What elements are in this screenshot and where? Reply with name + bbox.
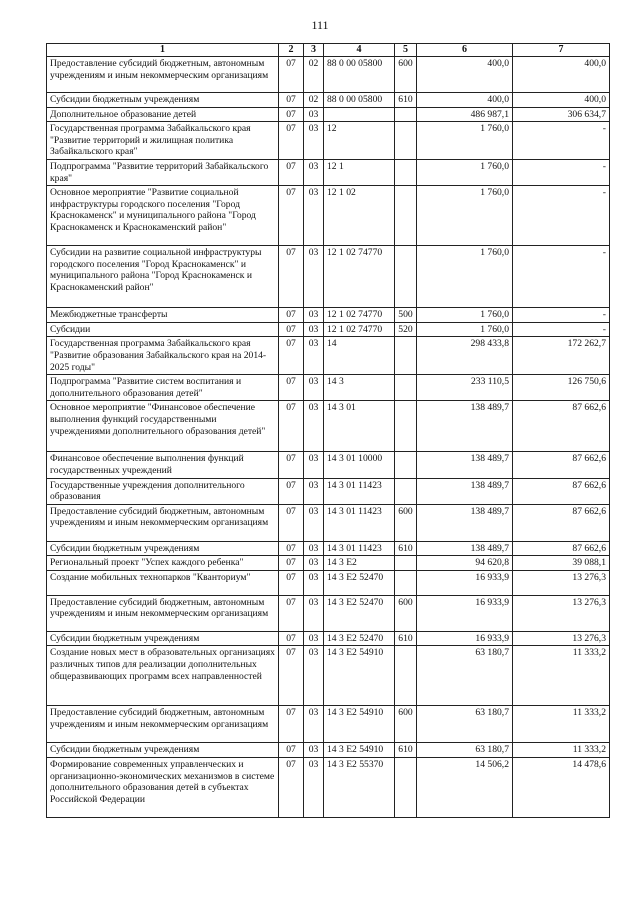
cell-amount-7: - — [513, 159, 610, 185]
cell-name: Основное мероприятие "Развитие социальной инфраструктуры городского поселения "Город Краснокаменск" и муниципального района "Город Краснокаменск и Краснокаменский район" — [47, 186, 279, 246]
cell-section: 07 — [279, 646, 304, 706]
table-row — [47, 556, 610, 571]
cell-target-article: 12 1 — [324, 159, 395, 185]
cell-section: 07 — [279, 570, 304, 595]
cell-amount-6: 298 433,8 — [417, 337, 513, 375]
cell-subsection: 03 — [304, 308, 324, 323]
cell-amount-6: 138 489,7 — [417, 401, 513, 452]
table-row — [47, 159, 610, 185]
cell-target-article: 12 1 02 — [324, 186, 395, 246]
header-cell-col3: 3 — [304, 44, 324, 57]
cell-subsection: 03 — [304, 246, 324, 308]
header-cell-col4: 4 — [324, 44, 395, 57]
cell-subsection: 02 — [304, 57, 324, 93]
cell-amount-7: - — [513, 308, 610, 323]
cell-name: Субсидии бюджетным учреждениям — [47, 93, 279, 108]
table-row — [47, 322, 610, 337]
table-row — [47, 246, 610, 308]
cell-section: 07 — [279, 595, 304, 631]
cell-target-article: 88 0 00 05800 — [324, 57, 395, 93]
cell-amount-7: 172 262,7 — [513, 337, 610, 375]
cell-amount-7: 87 662,6 — [513, 452, 610, 478]
cell-name: Субсидии бюджетным учреждениям — [47, 743, 279, 758]
cell-name: Межбюджетные трансферты — [47, 308, 279, 323]
cell-amount-6: 138 489,7 — [417, 504, 513, 541]
header-cell-col5: 5 — [395, 44, 417, 57]
table-row — [47, 401, 610, 452]
cell-section: 07 — [279, 452, 304, 478]
cell-expense-type — [395, 186, 417, 246]
cell-amount-7: 11 333,2 — [513, 743, 610, 758]
cell-expense-type: 610 — [395, 93, 417, 108]
cell-amount-6: 233 110,5 — [417, 375, 513, 401]
cell-section: 07 — [279, 308, 304, 323]
cell-subsection: 03 — [304, 478, 324, 504]
table-row — [47, 706, 610, 743]
cell-expense-type — [395, 375, 417, 401]
cell-amount-7: 13 276,3 — [513, 570, 610, 595]
cell-amount-7: 13 276,3 — [513, 595, 610, 631]
cell-amount-7: 11 333,2 — [513, 646, 610, 706]
header-cell-col6: 6 — [417, 44, 513, 57]
cell-target-article: 14 3 01 11423 — [324, 478, 395, 504]
cell-amount-7: 87 662,6 — [513, 478, 610, 504]
table-row — [47, 631, 610, 646]
cell-section: 07 — [279, 401, 304, 452]
cell-amount-6: 16 933,9 — [417, 631, 513, 646]
cell-amount-6: 16 933,9 — [417, 570, 513, 595]
cell-name: Предоставление субсидий бюджетным, автономным учреждениям и иным некоммерческим организациям — [47, 595, 279, 631]
table-row — [47, 93, 610, 108]
cell-subsection: 02 — [304, 93, 324, 108]
cell-name: Подпрограмма "Развитие территорий Забайкальского края" — [47, 159, 279, 185]
cell-subsection: 03 — [304, 337, 324, 375]
cell-amount-7: 14 478,6 — [513, 758, 610, 818]
cell-name: Субсидии на развитие социальной инфраструктуры городского поселения "Город Краснокаменск" и муниципального района "Город Краснокаменск и Краснокаменский район" — [47, 246, 279, 308]
cell-section: 07 — [279, 246, 304, 308]
cell-target-article: 14 3 01 10000 — [324, 452, 395, 478]
table-row — [47, 541, 610, 556]
cell-amount-6: 1 760,0 — [417, 322, 513, 337]
cell-section: 07 — [279, 556, 304, 571]
cell-subsection: 03 — [304, 122, 324, 160]
cell-target-article: 14 3 E2 — [324, 556, 395, 571]
cell-target-article: 14 3 E2 52470 — [324, 595, 395, 631]
cell-section: 07 — [279, 706, 304, 743]
cell-subsection: 03 — [304, 159, 324, 185]
cell-expense-type — [395, 556, 417, 571]
cell-amount-6: 63 180,7 — [417, 706, 513, 743]
cell-subsection: 03 — [304, 541, 324, 556]
cell-name: Предоставление субсидий бюджетным, автономным учреждениям и иным некоммерческим организациям — [47, 57, 279, 93]
cell-expense-type: 600 — [395, 595, 417, 631]
cell-amount-6: 1 760,0 — [417, 186, 513, 246]
cell-target-article: 14 3 01 11423 — [324, 504, 395, 541]
cell-target-article: 12 1 02 74770 — [324, 308, 395, 323]
cell-amount-6: 63 180,7 — [417, 646, 513, 706]
cell-section: 07 — [279, 375, 304, 401]
table-body — [47, 57, 610, 818]
cell-amount-6: 138 489,7 — [417, 541, 513, 556]
table-row — [47, 122, 610, 160]
table-row — [47, 308, 610, 323]
cell-expense-type — [395, 246, 417, 308]
cell-amount-6: 1 760,0 — [417, 308, 513, 323]
cell-target-article: 14 3 E2 52470 — [324, 570, 395, 595]
table-row — [47, 504, 610, 541]
table-row — [47, 478, 610, 504]
cell-section: 07 — [279, 478, 304, 504]
cell-amount-7: 87 662,6 — [513, 504, 610, 541]
cell-section: 07 — [279, 758, 304, 818]
cell-subsection: 03 — [304, 401, 324, 452]
cell-amount-6: 486 987,1 — [417, 107, 513, 122]
cell-amount-7: 11 333,2 — [513, 706, 610, 743]
cell-amount-6: 138 489,7 — [417, 478, 513, 504]
cell-amount-6: 400,0 — [417, 57, 513, 93]
cell-expense-type — [395, 570, 417, 595]
cell-target-article: 14 3 E2 55370 — [324, 758, 395, 818]
table-row — [47, 107, 610, 122]
cell-expense-type — [395, 107, 417, 122]
cell-expense-type: 610 — [395, 541, 417, 556]
cell-section: 07 — [279, 57, 304, 93]
cell-name: Основное мероприятие "Финансовое обеспечение выполнения функций государственными учреждениями дополнительного образования детей" — [47, 401, 279, 452]
cell-name: Формирование современных управленческих и организационно-экономических механизмов в системе дополнительного образования детей в субъектах Российской Федерации — [47, 758, 279, 818]
cell-amount-6: 1 760,0 — [417, 246, 513, 308]
cell-subsection: 03 — [304, 504, 324, 541]
cell-target-article: 14 — [324, 337, 395, 375]
cell-section: 07 — [279, 122, 304, 160]
cell-amount-7: 400,0 — [513, 57, 610, 93]
cell-section: 07 — [279, 337, 304, 375]
cell-subsection: 03 — [304, 631, 324, 646]
header-cell-col1: 1 — [47, 44, 279, 57]
cell-amount-7: - — [513, 246, 610, 308]
cell-expense-type — [395, 452, 417, 478]
cell-target-article: 14 3 01 11423 — [324, 541, 395, 556]
cell-amount-7: 39 088,1 — [513, 556, 610, 571]
cell-amount-7: - — [513, 186, 610, 246]
table-row — [47, 646, 610, 706]
cell-name: Государственные учреждения дополнительного образования — [47, 478, 279, 504]
cell-name: Предоставление субсидий бюджетным, автономным учреждениям и иным некоммерческим организациям — [47, 706, 279, 743]
header-cell-col2: 2 — [279, 44, 304, 57]
table-row — [47, 743, 610, 758]
cell-expense-type — [395, 401, 417, 452]
cell-name: Субсидии — [47, 322, 279, 337]
cell-name: Финансовое обеспечение выполнения функций государственных учреждений — [47, 452, 279, 478]
cell-amount-7: 87 662,6 — [513, 401, 610, 452]
cell-amount-6: 400,0 — [417, 93, 513, 108]
cell-subsection: 03 — [304, 570, 324, 595]
cell-subsection: 03 — [304, 556, 324, 571]
cell-section: 07 — [279, 93, 304, 108]
cell-name: Создание новых мест в образовательных организациях различных типов для реализации дополнительных общеразвивающих программ всех направленностей — [47, 646, 279, 706]
cell-amount-7: 13 276,3 — [513, 631, 610, 646]
cell-section: 07 — [279, 631, 304, 646]
cell-target-article: 12 — [324, 122, 395, 160]
cell-amount-7: - — [513, 322, 610, 337]
cell-target-article: 14 3 E2 54910 — [324, 646, 395, 706]
cell-amount-7: 87 662,6 — [513, 541, 610, 556]
cell-name: Государственная программа Забайкальского края "Развитие территорий и жилищная политика Забайкальского края" — [47, 122, 279, 160]
cell-expense-type — [395, 159, 417, 185]
cell-amount-6: 94 620,8 — [417, 556, 513, 571]
cell-expense-type: 600 — [395, 504, 417, 541]
cell-target-article: 12 1 02 74770 — [324, 322, 395, 337]
cell-subsection: 03 — [304, 595, 324, 631]
table-row — [47, 452, 610, 478]
cell-name: Государственная программа Забайкальского края "Развитие образования Забайкальского края на 2014-2025 годы" — [47, 337, 279, 375]
cell-section: 07 — [279, 322, 304, 337]
cell-amount-7: 306 634,7 — [513, 107, 610, 122]
cell-expense-type: 610 — [395, 743, 417, 758]
table-row — [47, 570, 610, 595]
cell-expense-type: 610 — [395, 631, 417, 646]
page-number: 111 — [311, 18, 329, 32]
cell-amount-6: 1 760,0 — [417, 122, 513, 160]
cell-amount-6: 16 933,9 — [417, 595, 513, 631]
table-row — [47, 758, 610, 818]
cell-subsection: 03 — [304, 322, 324, 337]
cell-expense-type — [395, 122, 417, 160]
cell-subsection: 03 — [304, 743, 324, 758]
cell-expense-type — [395, 646, 417, 706]
cell-target-article: 88 0 00 05800 — [324, 93, 395, 108]
table-row — [47, 595, 610, 631]
cell-name: Субсидии бюджетным учреждениям — [47, 631, 279, 646]
table-row — [47, 57, 610, 93]
cell-name: Подпрограмма "Развитие систем воспитания и дополнительного образования детей" — [47, 375, 279, 401]
cell-target-article: 14 3 E2 54910 — [324, 706, 395, 743]
cell-section: 07 — [279, 743, 304, 758]
budget-table — [46, 43, 610, 818]
cell-name: Предоставление субсидий бюджетным, автономным учреждениям и иным некоммерческим организациям — [47, 504, 279, 541]
cell-subsection: 03 — [304, 375, 324, 401]
cell-section: 07 — [279, 107, 304, 122]
table-row — [47, 375, 610, 401]
cell-name: Региональный проект "Успех каждого ребенка" — [47, 556, 279, 571]
cell-amount-7: - — [513, 122, 610, 160]
cell-section: 07 — [279, 504, 304, 541]
cell-target-article — [324, 107, 395, 122]
cell-section: 07 — [279, 159, 304, 185]
cell-amount-7: 400,0 — [513, 93, 610, 108]
cell-section: 07 — [279, 186, 304, 246]
cell-section: 07 — [279, 541, 304, 556]
cell-name: Создание мобильных технопарков "Кванториум" — [47, 570, 279, 595]
cell-subsection: 03 — [304, 107, 324, 122]
table-row — [47, 337, 610, 375]
cell-expense-type: 600 — [395, 706, 417, 743]
cell-expense-type — [395, 478, 417, 504]
cell-name: Дополнительное образование детей — [47, 107, 279, 122]
cell-subsection: 03 — [304, 646, 324, 706]
cell-target-article: 14 3 — [324, 375, 395, 401]
cell-subsection: 03 — [304, 758, 324, 818]
cell-amount-6: 138 489,7 — [417, 452, 513, 478]
cell-target-article: 12 1 02 74770 — [324, 246, 395, 308]
cell-subsection: 03 — [304, 452, 324, 478]
cell-subsection: 03 — [304, 186, 324, 246]
cell-target-article: 14 3 E2 52470 — [324, 631, 395, 646]
cell-amount-6: 63 180,7 — [417, 743, 513, 758]
cell-expense-type — [395, 337, 417, 375]
cell-name: Субсидии бюджетным учреждениям — [47, 541, 279, 556]
cell-expense-type: 600 — [395, 57, 417, 93]
cell-amount-6: 1 760,0 — [417, 159, 513, 185]
cell-expense-type — [395, 758, 417, 818]
cell-subsection: 03 — [304, 706, 324, 743]
header-row — [47, 44, 610, 57]
header-cell-col7: 7 — [513, 44, 610, 57]
cell-target-article: 14 3 01 — [324, 401, 395, 452]
cell-amount-7: 126 750,6 — [513, 375, 610, 401]
table-row — [47, 186, 610, 246]
cell-target-article: 14 3 E2 54910 — [324, 743, 395, 758]
cell-expense-type: 500 — [395, 308, 417, 323]
cell-amount-6: 14 506,2 — [417, 758, 513, 818]
cell-expense-type: 520 — [395, 322, 417, 337]
